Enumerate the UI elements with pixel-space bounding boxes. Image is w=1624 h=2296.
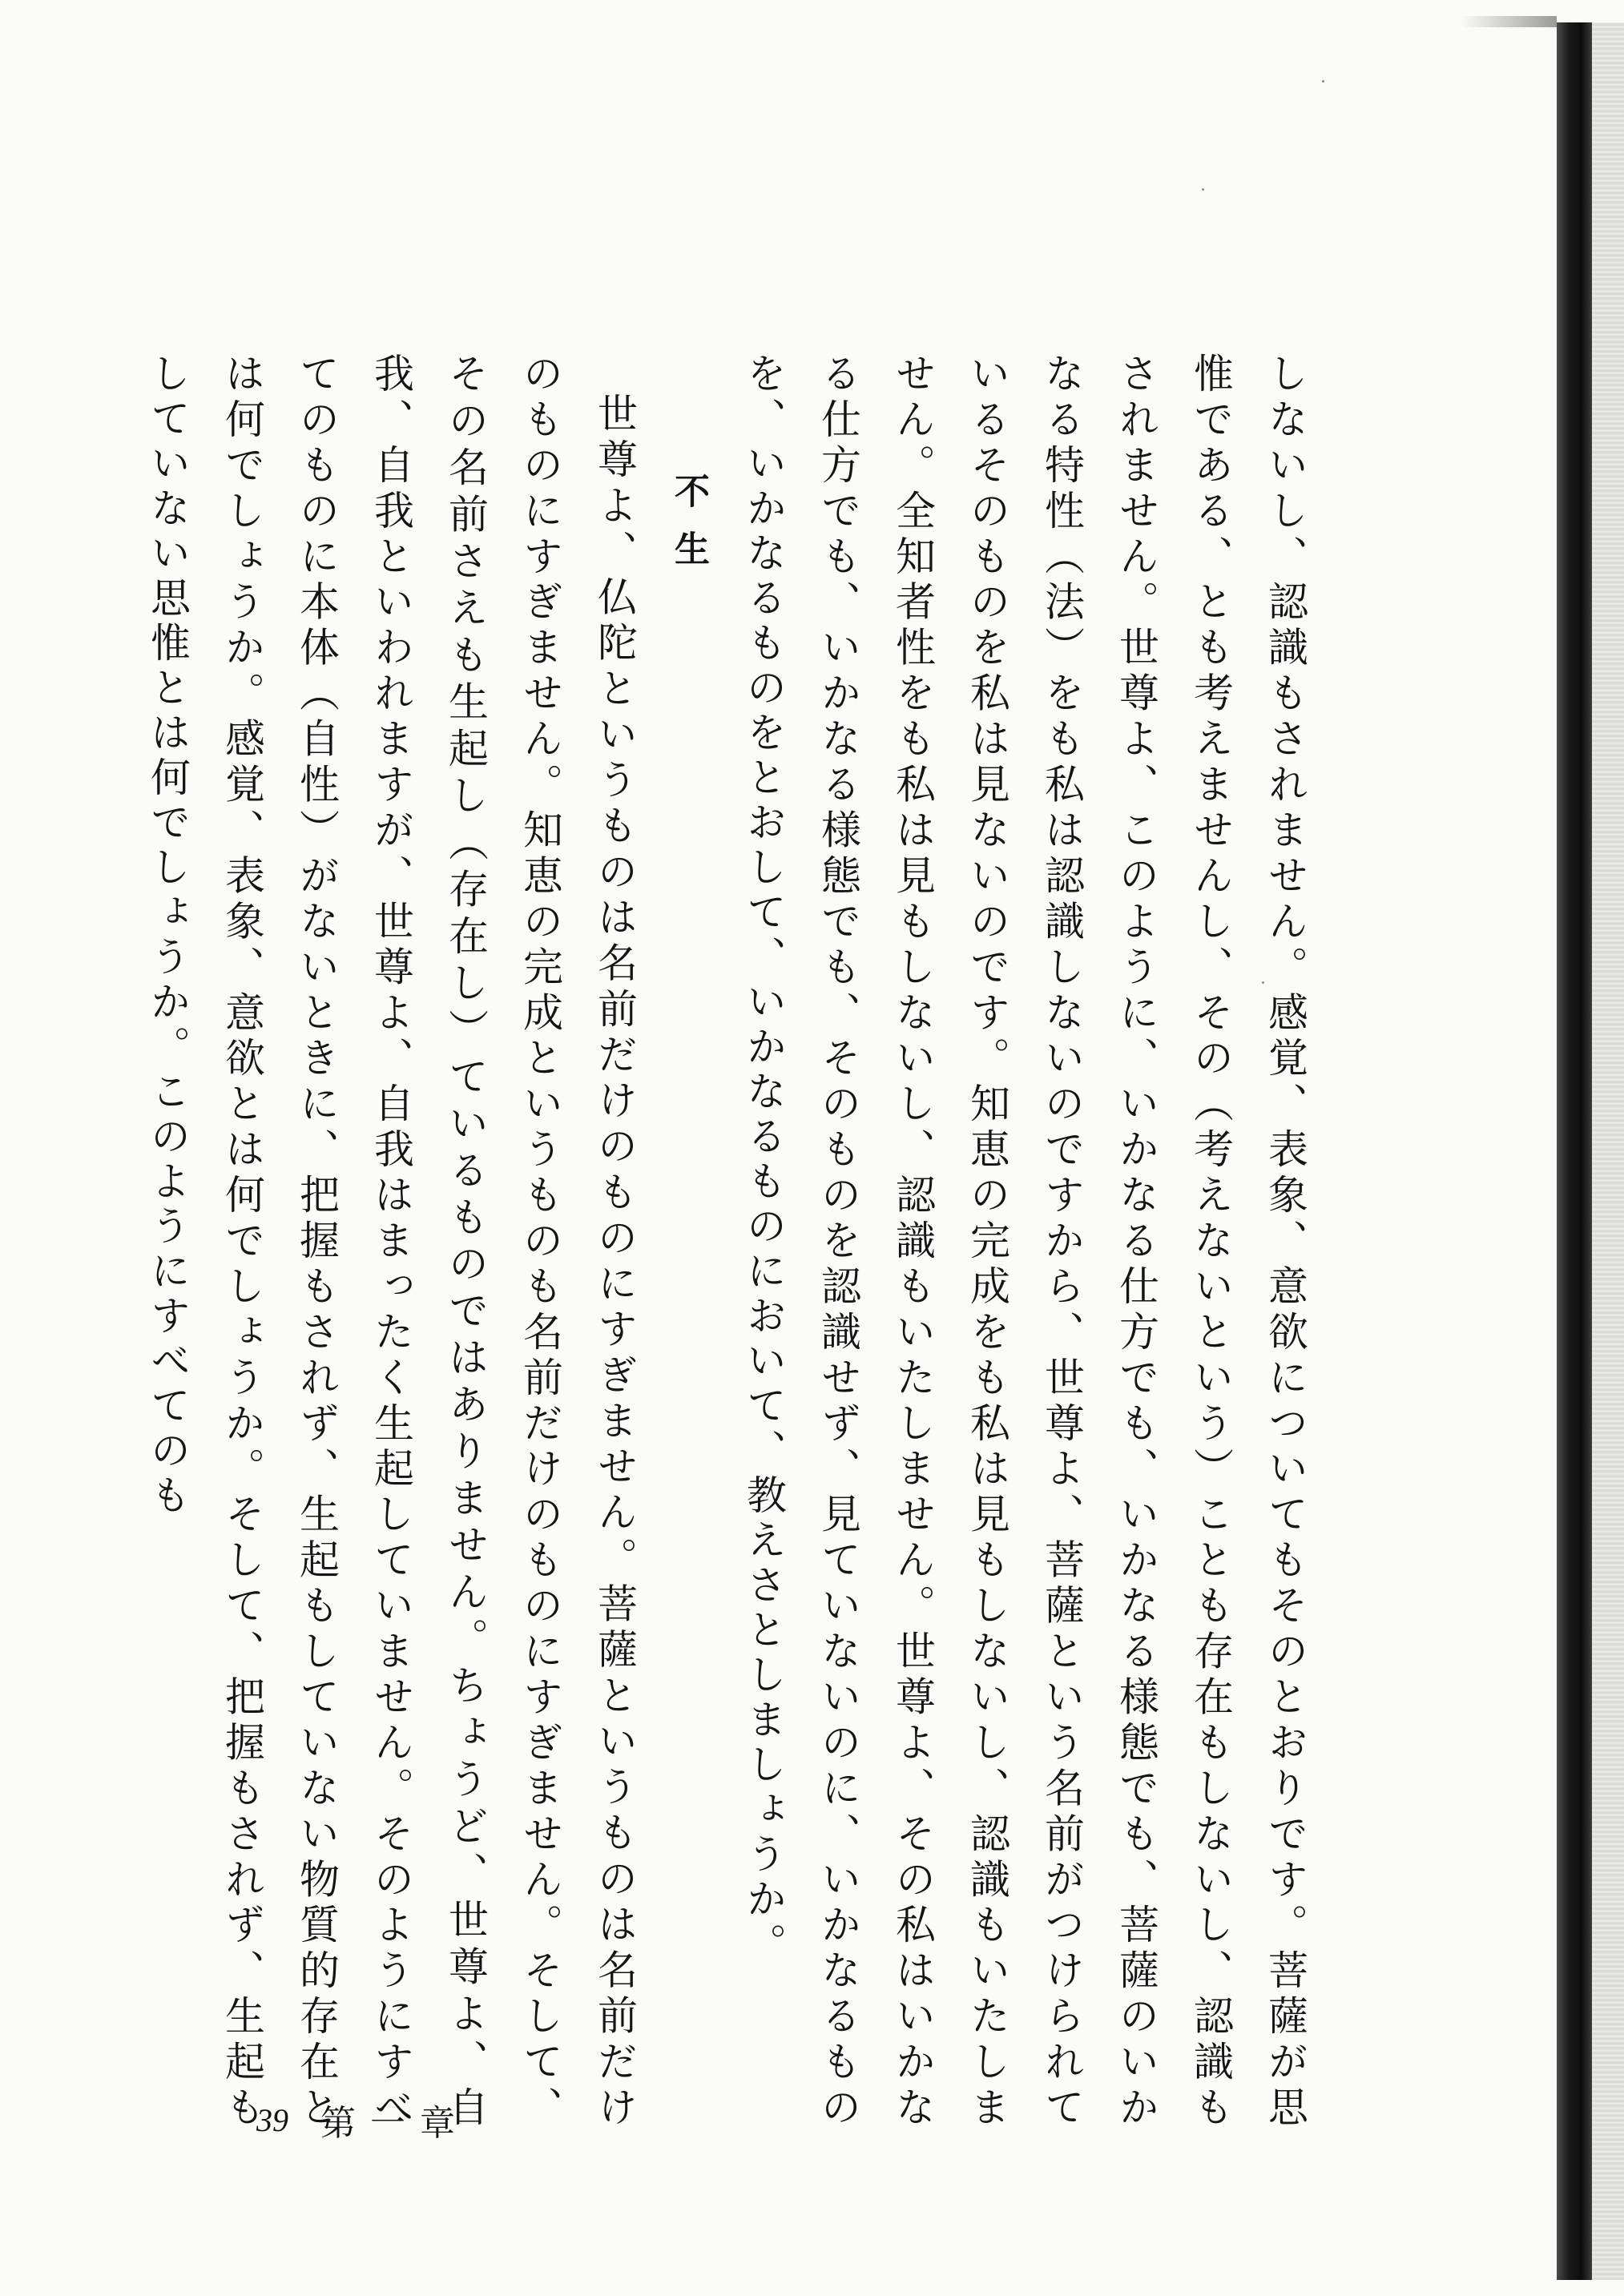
page-curl-shadow bbox=[1461, 16, 1557, 27]
section-heading: 不生 bbox=[668, 473, 709, 588]
book-spine-shadow bbox=[1557, 22, 1592, 2280]
page-footer bbox=[256, 2096, 469, 2144]
page-number: 39 bbox=[256, 2101, 288, 2138]
vertical-text-body bbox=[144, 352, 1322, 2132]
body-paragraph-2: 世尊よ、仏陀というものは名前だけのものにすぎません。菩薩というものは名前だけのものにすぎません。知恵の完成というものも名前だけのものにすぎません。そして、その名前さえも生起し（存在し）ているものではありません。ちょうど、世尊よ、自我、自我といわれますが、世尊よ、自我はまったく生起していません。そのようにすべてのものに本体（自性）がないときに、把握もされず、生起もしていない物質的存在とは何でしょうか。感覚、表象、意欲とは何でしょうか。そして、把握もされず、生起もしていない思惟とは何でしょうか。このようにすべてのも bbox=[144, 352, 638, 2131]
body-paragraph-1: しないし、認識もされません。感覚、表象、意欲についてもそのとおりです。菩薩が思惟である、とも考えませんし、その（考えないという）ことも存在もしないし、認識もされません。世尊よ、このように、いかなる仕方でも、いかなる様態でも、菩薩のいかなる特性（法）をも私は認識しないのですから、世尊よ、菩薩という名前がつけられているそのものを私は見ないのです。知恵の完成をも私は見もしないし、認識もいたしません。全知者性をも私は見もしないし、認識もいたしません。世尊よ、その私はいかなる仕方でも、いかなる様態でも、そのものを認識せず、見ていないのに、いかなるものを、いかなるものをとおして、いかなるものにおいて、教えさとしましょうか。 bbox=[740, 352, 1308, 2132]
chapter-label: 第一章 bbox=[320, 2103, 469, 2144]
page-edge bbox=[1592, 22, 1624, 2280]
scan-speck bbox=[1322, 80, 1324, 83]
scan-speck bbox=[1202, 188, 1204, 191]
